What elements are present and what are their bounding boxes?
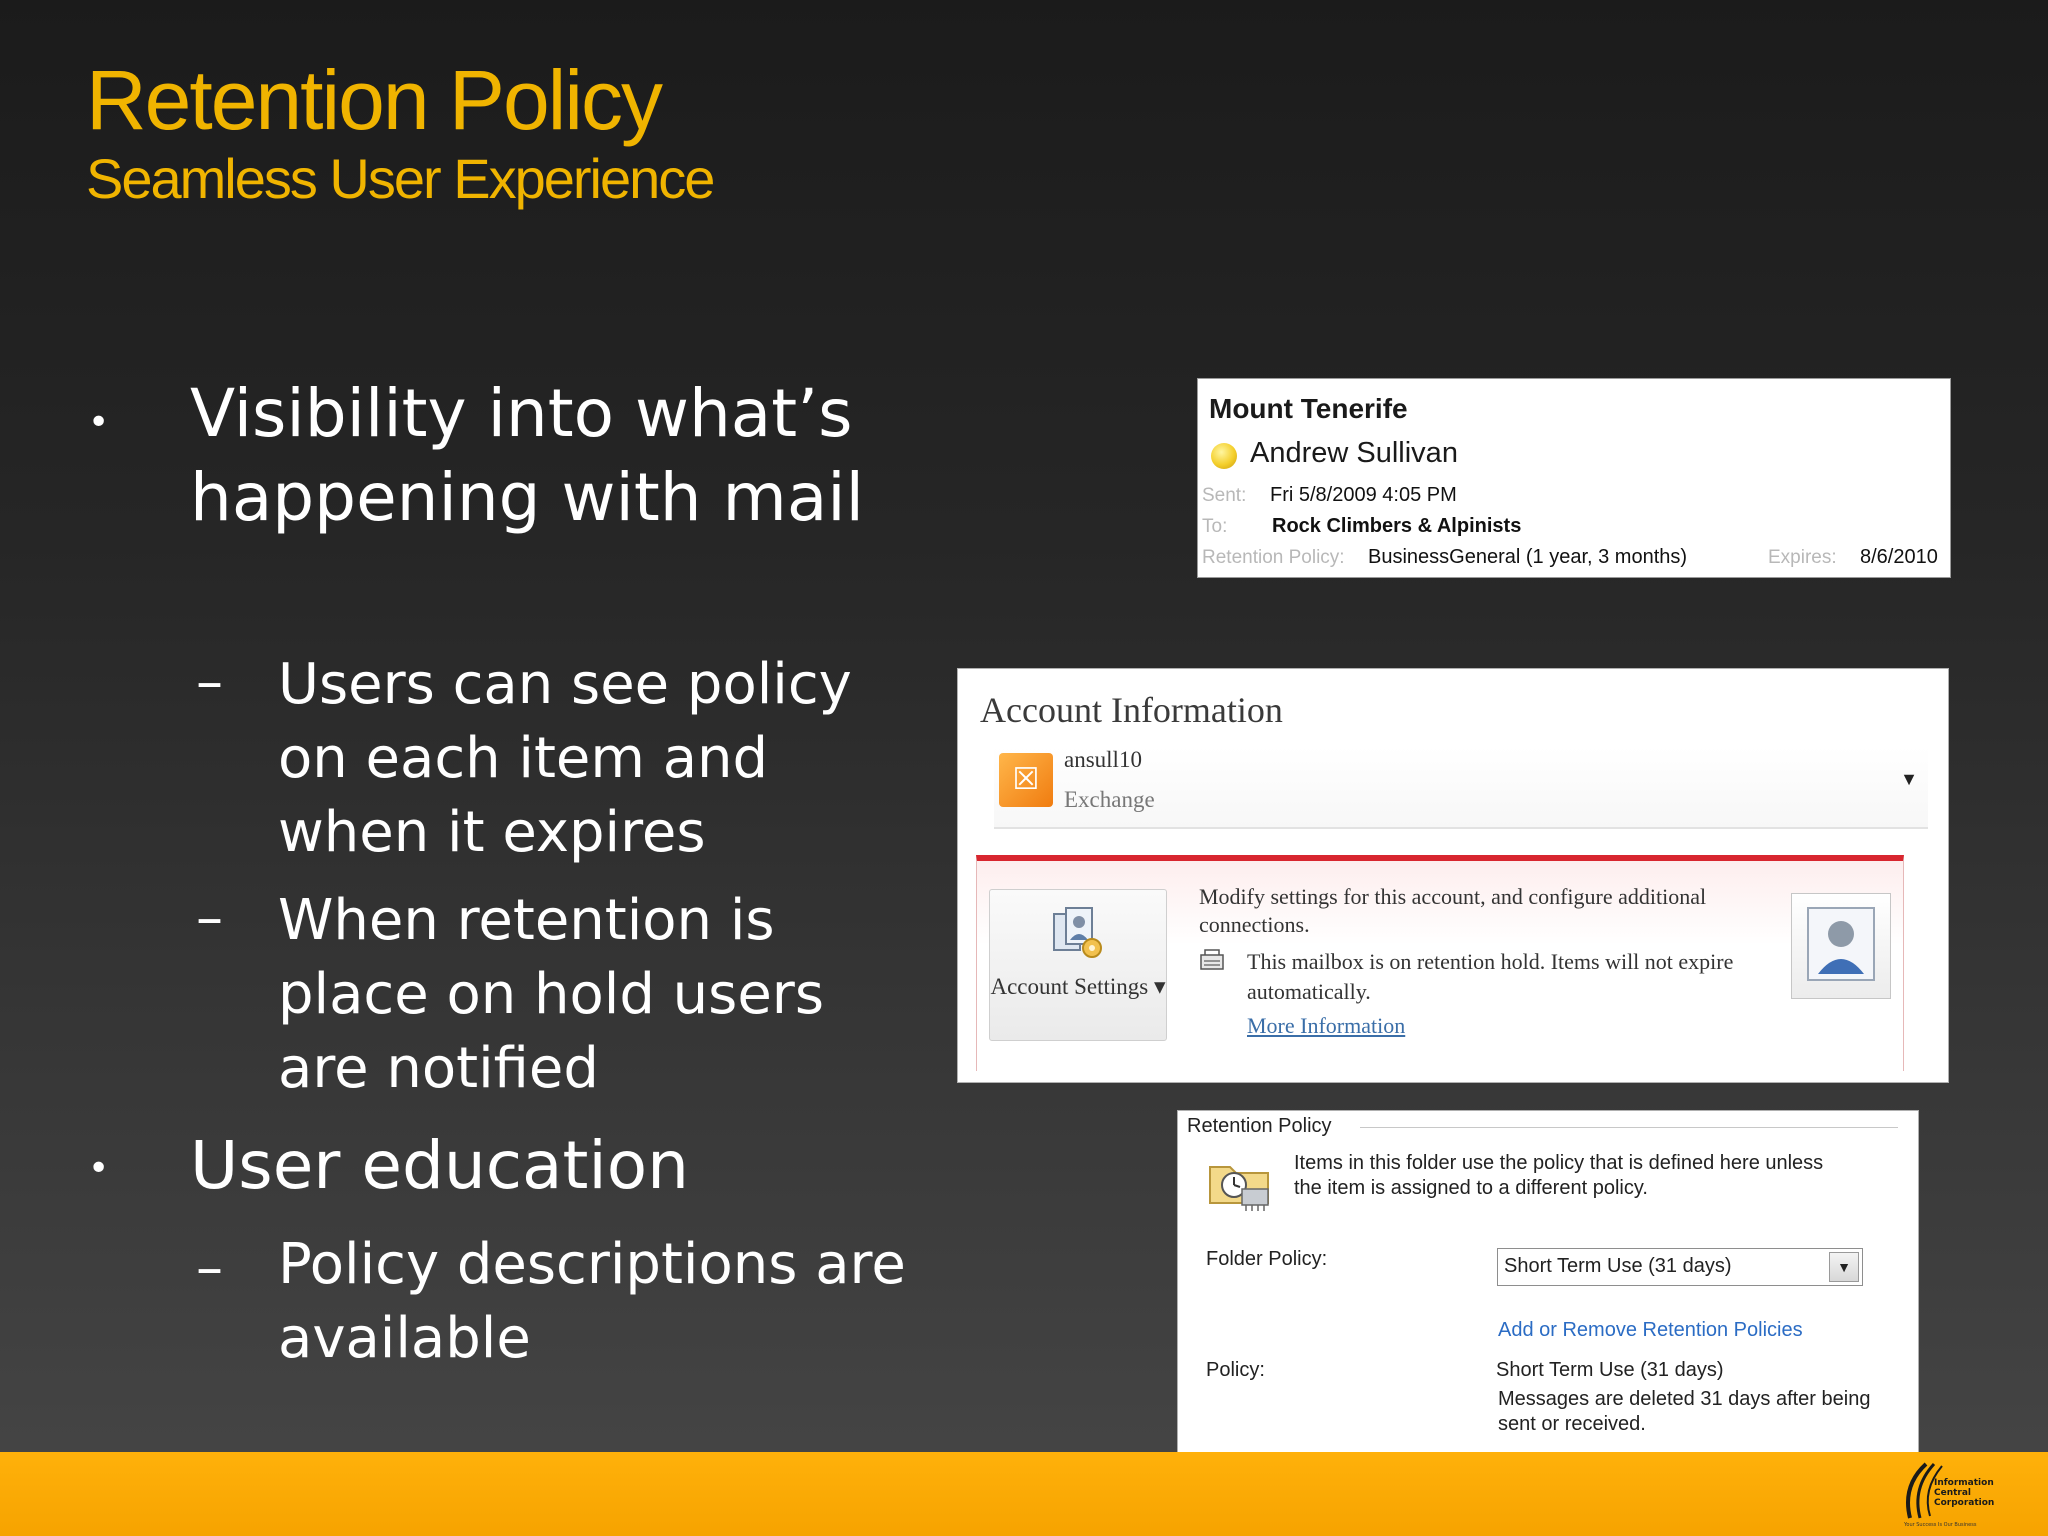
subbullet-policy-per-item: Users can see policy on each item and when it expires: [278, 652, 852, 865]
message-subject: Mount Tenerife: [1209, 393, 1408, 424]
bullet-marker: •: [88, 1148, 110, 1189]
account-settings-label: Account Settings ▾: [990, 974, 1166, 999]
folder-policy-select[interactable]: [1497, 1248, 1863, 1286]
account-type: Exchange: [1064, 787, 1155, 812]
account-name: ansull10: [1064, 747, 1142, 772]
account-information-title: Account Information: [980, 690, 1283, 730]
retention-policy-dialog: [1177, 1110, 1919, 1456]
dash-marker: –: [196, 886, 223, 949]
bullet-marker: •: [88, 402, 110, 443]
retention-policy-group-title: Retention Policy: [1187, 1115, 1338, 1138]
sent-label: Sent:: [1202, 485, 1247, 506]
slide-title: Retention Policy: [86, 53, 661, 147]
expires-value: 8/6/2010: [1860, 546, 1938, 568]
dash-marker: –: [196, 650, 223, 713]
message-sender[interactable]: Andrew Sullivan: [1250, 437, 1458, 469]
bullet-user-education: User education: [190, 1127, 689, 1204]
to-label: To:: [1202, 516, 1228, 537]
account-settings-section: [976, 855, 1904, 1071]
retention-policy-label: Retention Policy:: [1202, 547, 1345, 568]
account-settings-icon: [1046, 904, 1108, 962]
account-settings-description: Modify settings for this account, and configure additional connections.: [1199, 884, 1707, 937]
account-settings-button[interactable]: [989, 889, 1167, 1041]
retention-hold-notice: This mailbox is on retention hold. Items will not expire automatically.: [1247, 949, 1734, 1004]
bullet-visibility: Visibility into what’s happening with mail: [190, 375, 864, 536]
user-avatar-icon: [1792, 894, 1890, 998]
account-selector[interactable]: [994, 747, 1928, 829]
sent-value: Fri 5/8/2009 4:05 PM: [1270, 484, 1457, 506]
chevron-down-icon[interactable]: ▼: [1900, 769, 1918, 789]
folder-policy-selected-value: Short Term Use (31 days): [1504, 1255, 1732, 1277]
company-logo-name: Information Central Corporation: [1934, 1478, 1995, 1508]
retention-hold-icon: [1199, 947, 1229, 973]
policy-label: Policy:: [1206, 1359, 1265, 1381]
company-logo-tagline: Your Success Is Our Business: [1904, 1522, 1977, 1528]
account-information-panel: [957, 668, 1949, 1083]
policy-description: Messages are deleted 31 days after being sent or received.: [1498, 1388, 1871, 1435]
message-header-panel: [1197, 378, 1951, 578]
exchange-icon: ☒: [999, 753, 1053, 807]
policy-value: Short Term Use (31 days): [1496, 1359, 1724, 1381]
slide-subtitle: Seamless User Experience: [86, 147, 714, 210]
retention-policy-value: BusinessGeneral (1 year, 3 months): [1368, 546, 1688, 568]
subbullet-hold-notification: When retention is place on hold users are notified: [278, 888, 824, 1101]
dash-marker: –: [196, 1236, 223, 1299]
folder-policy-label: Folder Policy:: [1206, 1248, 1328, 1270]
expires-label: Expires:: [1768, 547, 1837, 568]
group-divider: [1360, 1127, 1898, 1128]
footer-bar: [0, 1452, 2048, 1536]
more-information-link[interactable]: More Information: [1247, 1013, 1406, 1038]
profile-picture-button[interactable]: [1791, 893, 1891, 999]
folder-policy-note: Items in this folder use the policy that is defined here unless the item is assigned to a different policy.: [1294, 1152, 1824, 1199]
add-remove-retention-policies-link[interactable]: Add or Remove Retention Policies: [1498, 1319, 1803, 1341]
presence-status-icon: [1211, 443, 1237, 469]
to-value[interactable]: Rock Climbers & Alpinists: [1272, 515, 1522, 537]
folder-policy-icon: [1206, 1153, 1276, 1213]
subbullet-policy-descriptions: Policy descriptions are available: [278, 1232, 906, 1371]
chevron-down-icon[interactable]: ▼: [1829, 1252, 1859, 1282]
